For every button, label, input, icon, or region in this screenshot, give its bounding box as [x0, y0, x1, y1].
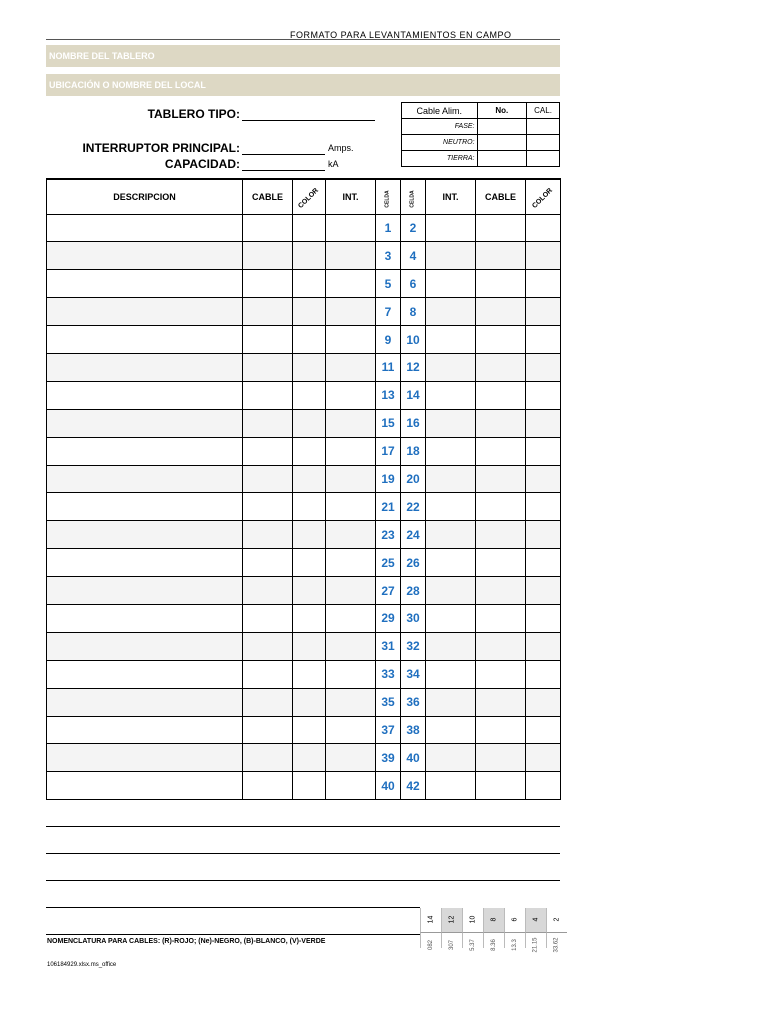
- awg-area-cell: 8.36: [483, 932, 504, 948]
- color-cell[interactable]: [293, 326, 326, 354]
- table-row: [47, 660, 561, 688]
- celda-number-right: 40: [401, 744, 426, 772]
- awg-area-cell: 082: [420, 932, 441, 948]
- int-cell[interactable]: [426, 270, 476, 298]
- cable-cell[interactable]: [243, 326, 293, 354]
- awg-gauge-cell: 14: [420, 908, 441, 932]
- document-title: FORMATO PARA LEVANTAMIENTOS EN CAMPO: [290, 30, 512, 39]
- cable-cell[interactable]: [476, 409, 526, 437]
- celda-header-left: CELDA: [376, 179, 401, 214]
- descripcion-cell[interactable]: [47, 298, 243, 326]
- cable-header-right: CABLE: [476, 179, 526, 214]
- cable-cell[interactable]: [243, 214, 293, 242]
- celda-number-left: 13: [376, 381, 401, 409]
- cable-nomenclature: NOMENCLATURA PARA CABLES: (R)-ROJO; (Ne)-NEGRO, (B)-BLANCO, (V)-VERDE: [47, 938, 326, 945]
- ka-unit: kA: [328, 159, 339, 169]
- descripcion-cell[interactable]: [47, 744, 243, 772]
- descripcion-cell[interactable]: [47, 521, 243, 549]
- cable-cell[interactable]: [476, 298, 526, 326]
- color-cell[interactable]: [526, 604, 561, 632]
- celda-number-left: 19: [376, 465, 401, 493]
- int-cell[interactable]: [326, 493, 376, 521]
- table-row: [47, 353, 561, 381]
- title-rule: [46, 39, 560, 40]
- table-row: [47, 214, 561, 242]
- cable-cell[interactable]: [243, 409, 293, 437]
- color-cell[interactable]: [293, 549, 326, 577]
- descripcion-cell[interactable]: [47, 577, 243, 605]
- celda-number-left: 5: [376, 270, 401, 298]
- int-cell[interactable]: [326, 577, 376, 605]
- awg-gauge-cell: 12: [441, 908, 462, 932]
- color-cell[interactable]: [293, 242, 326, 270]
- notes-line-3[interactable]: [46, 880, 560, 881]
- cable-cell[interactable]: [476, 660, 526, 688]
- celda-number-left: 27: [376, 577, 401, 605]
- cable-cell[interactable]: [476, 521, 526, 549]
- descripcion-cell[interactable]: [47, 270, 243, 298]
- celda-number-left: 31: [376, 632, 401, 660]
- cable-cell[interactable]: [476, 242, 526, 270]
- no-header: No.: [477, 103, 527, 119]
- cable-cell[interactable]: [243, 632, 293, 660]
- cable-cell[interactable]: [243, 688, 293, 716]
- table-row: [47, 409, 561, 437]
- notes-line-1[interactable]: [46, 826, 560, 827]
- int-cell[interactable]: [426, 242, 476, 270]
- table-row: [47, 604, 561, 632]
- int-cell[interactable]: [426, 688, 476, 716]
- descripcion-cell[interactable]: [47, 409, 243, 437]
- cable-cell[interactable]: [476, 493, 526, 521]
- neutro-label: NEUTRO:: [402, 135, 478, 151]
- color-cell[interactable]: [526, 409, 561, 437]
- fase-no-cell[interactable]: [477, 119, 527, 135]
- color-cell[interactable]: [526, 270, 561, 298]
- color-cell[interactable]: [293, 270, 326, 298]
- celda-number-right: 18: [401, 437, 426, 465]
- color-cell[interactable]: [293, 521, 326, 549]
- int-cell[interactable]: [326, 660, 376, 688]
- awg-area-cell: 13.3: [504, 932, 525, 948]
- color-cell[interactable]: [526, 660, 561, 688]
- color-cell[interactable]: [526, 381, 561, 409]
- color-cell[interactable]: [293, 688, 326, 716]
- capacidad-field[interactable]: [242, 170, 325, 171]
- int-header-left: INT.: [326, 179, 376, 214]
- int-cell[interactable]: [426, 744, 476, 772]
- celda-number-right: 30: [401, 604, 426, 632]
- cable-cell[interactable]: [476, 716, 526, 744]
- awg-gauge-cell: 6: [504, 908, 525, 932]
- cable-cell[interactable]: [243, 521, 293, 549]
- color-cell[interactable]: [526, 214, 561, 242]
- color-cell[interactable]: [293, 381, 326, 409]
- int-cell[interactable]: [426, 493, 476, 521]
- cable-cell[interactable]: [476, 632, 526, 660]
- int-cell[interactable]: [326, 549, 376, 577]
- int-cell[interactable]: [326, 409, 376, 437]
- color-cell[interactable]: [526, 353, 561, 381]
- celda-number-left: 40: [376, 772, 401, 800]
- int-cell[interactable]: [426, 465, 476, 493]
- celda-number-right: 36: [401, 688, 426, 716]
- celda-number-left: 21: [376, 493, 401, 521]
- cable-cell[interactable]: [476, 549, 526, 577]
- neutro-cal-cell[interactable]: [527, 135, 560, 151]
- table-row: [47, 716, 561, 744]
- int-cell[interactable]: [326, 772, 376, 800]
- celda-number-right: 28: [401, 577, 426, 605]
- int-cell[interactable]: [326, 437, 376, 465]
- color-cell[interactable]: [293, 577, 326, 605]
- cable-cell[interactable]: [476, 381, 526, 409]
- int-cell[interactable]: [326, 298, 376, 326]
- location-band: UBICACIÓN O NOMBRE DEL LOCAL: [46, 74, 560, 96]
- celda-number-left: 11: [376, 353, 401, 381]
- int-cell[interactable]: [426, 577, 476, 605]
- color-cell[interactable]: [293, 353, 326, 381]
- int-cell[interactable]: [426, 604, 476, 632]
- celda-number-left: 35: [376, 688, 401, 716]
- int-cell[interactable]: [326, 604, 376, 632]
- tablero-tipo-field[interactable]: [242, 120, 375, 121]
- cable-cell[interactable]: [243, 381, 293, 409]
- notes-line-4[interactable]: [46, 907, 420, 908]
- color-cell[interactable]: [293, 716, 326, 744]
- celda-number-right: 8: [401, 298, 426, 326]
- fase-label: FASE:: [402, 119, 478, 135]
- celda-number-left: 29: [376, 604, 401, 632]
- int-cell[interactable]: [326, 270, 376, 298]
- int-cell[interactable]: [326, 353, 376, 381]
- celda-number-right: 16: [401, 409, 426, 437]
- descripcion-cell[interactable]: [47, 549, 243, 577]
- celda-number-right: 32: [401, 632, 426, 660]
- interruptor-label: INTERRUPTOR PRINCIPAL:: [82, 141, 240, 155]
- awg-area-cell: 5.37: [462, 932, 483, 948]
- cable-header-left: CABLE: [243, 179, 293, 214]
- int-cell[interactable]: [426, 716, 476, 744]
- cable-alim-table: [401, 102, 560, 167]
- cable-cell[interactable]: [243, 298, 293, 326]
- table-row: [47, 465, 561, 493]
- cable-cell[interactable]: [243, 437, 293, 465]
- color-cell[interactable]: [526, 688, 561, 716]
- tierra-no-cell[interactable]: [477, 151, 527, 167]
- notes-line-2[interactable]: [46, 853, 560, 854]
- cable-cell[interactable]: [476, 772, 526, 800]
- int-cell[interactable]: [326, 716, 376, 744]
- descripcion-cell[interactable]: [47, 465, 243, 493]
- table-row: [47, 270, 561, 298]
- color-cell[interactable]: [526, 326, 561, 354]
- celda-number-right: 2: [401, 214, 426, 242]
- descripcion-cell[interactable]: [47, 214, 243, 242]
- descripcion-cell[interactable]: [47, 660, 243, 688]
- color-header-right: COLOR: [526, 179, 561, 214]
- color-cell[interactable]: [293, 214, 326, 242]
- int-cell[interactable]: [326, 744, 376, 772]
- awg-gauge-cell: 2: [546, 908, 567, 932]
- descripcion-cell[interactable]: [47, 604, 243, 632]
- table-row: [47, 549, 561, 577]
- int-cell[interactable]: [326, 688, 376, 716]
- color-cell[interactable]: [293, 744, 326, 772]
- cable-cell[interactable]: [476, 326, 526, 354]
- color-cell[interactable]: [526, 632, 561, 660]
- celda-number-right: 42: [401, 772, 426, 800]
- table-row: [47, 298, 561, 326]
- cable-cell[interactable]: [243, 549, 293, 577]
- celda-number-left: 33: [376, 660, 401, 688]
- int-cell[interactable]: [426, 326, 476, 354]
- int-cell[interactable]: [426, 409, 476, 437]
- tierra-cal-cell[interactable]: [527, 151, 560, 167]
- celda-number-right: 4: [401, 242, 426, 270]
- cable-cell[interactable]: [476, 688, 526, 716]
- cable-cell[interactable]: [243, 493, 293, 521]
- int-cell[interactable]: [326, 632, 376, 660]
- color-cell[interactable]: [526, 772, 561, 800]
- awg-area-cell: 307: [441, 932, 462, 948]
- color-cell[interactable]: [526, 465, 561, 493]
- cable-cell[interactable]: [476, 577, 526, 605]
- int-cell[interactable]: [326, 381, 376, 409]
- cable-cell[interactable]: [243, 744, 293, 772]
- table-row: [47, 381, 561, 409]
- celda-number-left: 17: [376, 437, 401, 465]
- color-cell[interactable]: [293, 632, 326, 660]
- table-row: [47, 577, 561, 605]
- int-cell[interactable]: [426, 549, 476, 577]
- celda-number-left: 3: [376, 242, 401, 270]
- celda-number-right: 22: [401, 493, 426, 521]
- int-cell[interactable]: [326, 242, 376, 270]
- celda-number-right: 34: [401, 660, 426, 688]
- awg-area-cell: 21.15: [525, 932, 546, 948]
- color-cell[interactable]: [526, 577, 561, 605]
- color-cell[interactable]: [526, 744, 561, 772]
- amps-unit: Amps.: [328, 143, 354, 153]
- celda-header-right: CELDA: [401, 179, 426, 214]
- interruptor-field[interactable]: [242, 154, 325, 155]
- cable-cell[interactable]: [476, 437, 526, 465]
- int-cell[interactable]: [426, 772, 476, 800]
- int-cell[interactable]: [426, 521, 476, 549]
- descripcion-cell[interactable]: [47, 632, 243, 660]
- cable-alim-header: Cable Alim.: [402, 103, 478, 119]
- int-cell[interactable]: [326, 214, 376, 242]
- int-cell[interactable]: [426, 298, 476, 326]
- color-cell[interactable]: [293, 660, 326, 688]
- cable-cell[interactable]: [243, 660, 293, 688]
- cable-cell[interactable]: [243, 242, 293, 270]
- celda-number-right: 20: [401, 465, 426, 493]
- cable-cell[interactable]: [476, 744, 526, 772]
- descripcion-cell[interactable]: [47, 716, 243, 744]
- awg-area-cell: 33.62: [546, 932, 567, 948]
- cable-cell[interactable]: [243, 465, 293, 493]
- celda-number-left: 39: [376, 744, 401, 772]
- cable-cell[interactable]: [476, 353, 526, 381]
- celda-number-right: 26: [401, 549, 426, 577]
- celda-number-right: 24: [401, 521, 426, 549]
- descripcion-cell[interactable]: [47, 772, 243, 800]
- tierra-label: TIERRA:: [402, 151, 478, 167]
- color-cell[interactable]: [293, 493, 326, 521]
- awg-gauge-cell: 4: [525, 908, 546, 932]
- color-cell[interactable]: [526, 716, 561, 744]
- color-cell[interactable]: [526, 493, 561, 521]
- descripcion-header: DESCRIPCION: [47, 179, 243, 214]
- cable-cell[interactable]: [476, 604, 526, 632]
- cable-cell[interactable]: [243, 604, 293, 632]
- int-header-right: INT.: [426, 179, 476, 214]
- neutro-no-cell[interactable]: [477, 135, 527, 151]
- cable-cell[interactable]: [243, 772, 293, 800]
- int-cell[interactable]: [326, 465, 376, 493]
- color-cell[interactable]: [293, 604, 326, 632]
- int-cell[interactable]: [426, 381, 476, 409]
- celda-number-left: 23: [376, 521, 401, 549]
- cable-cell[interactable]: [476, 270, 526, 298]
- color-cell[interactable]: [526, 242, 561, 270]
- table-row: [47, 326, 561, 354]
- int-cell[interactable]: [426, 437, 476, 465]
- table-row: [47, 772, 561, 800]
- int-cell[interactable]: [426, 660, 476, 688]
- color-cell[interactable]: [293, 437, 326, 465]
- color-cell[interactable]: [526, 521, 561, 549]
- color-cell[interactable]: [293, 298, 326, 326]
- color-header-left: COLOR: [293, 179, 326, 214]
- int-cell[interactable]: [426, 214, 476, 242]
- tablero-name-band: NOMBRE DEL TABLERO: [46, 45, 560, 67]
- tablero-tipo-label: TABLERO TIPO:: [147, 107, 240, 121]
- int-cell[interactable]: [426, 353, 476, 381]
- celda-number-right: 38: [401, 716, 426, 744]
- table-row: [47, 688, 561, 716]
- int-cell[interactable]: [326, 521, 376, 549]
- int-cell[interactable]: [326, 326, 376, 354]
- descripcion-cell[interactable]: [47, 242, 243, 270]
- awg-gauge-cell: 8: [483, 908, 504, 932]
- color-cell[interactable]: [526, 549, 561, 577]
- celda-number-right: 12: [401, 353, 426, 381]
- color-cell[interactable]: [293, 465, 326, 493]
- table-row: [47, 632, 561, 660]
- cable-cell[interactable]: [243, 716, 293, 744]
- descripcion-cell[interactable]: [47, 353, 243, 381]
- celda-number-left: 25: [376, 549, 401, 577]
- cal-header: CAL.: [527, 103, 560, 119]
- table-row: [47, 437, 561, 465]
- notes-line-5: [46, 934, 420, 935]
- celda-number-right: 10: [401, 326, 426, 354]
- color-cell[interactable]: [526, 437, 561, 465]
- table-row: [47, 493, 561, 521]
- celda-number-left: 9: [376, 326, 401, 354]
- celda-number-left: 15: [376, 409, 401, 437]
- celda-number-right: 14: [401, 381, 426, 409]
- descripcion-cell[interactable]: [47, 326, 243, 354]
- fase-cal-cell[interactable]: [527, 119, 560, 135]
- table-row: [47, 521, 561, 549]
- celda-number-right: 6: [401, 270, 426, 298]
- celda-number-left: 7: [376, 298, 401, 326]
- color-cell[interactable]: [293, 409, 326, 437]
- celda-number-left: 37: [376, 716, 401, 744]
- int-cell[interactable]: [426, 632, 476, 660]
- table-row: [47, 242, 561, 270]
- cable-cell[interactable]: [476, 214, 526, 242]
- cable-cell[interactable]: [243, 353, 293, 381]
- cable-cell[interactable]: [243, 270, 293, 298]
- file-footer: 106184929.xlsx.ms_office: [47, 962, 117, 968]
- circuit-table: [46, 178, 561, 800]
- descripcion-cell[interactable]: [47, 493, 243, 521]
- color-cell[interactable]: [526, 298, 561, 326]
- descripcion-cell[interactable]: [47, 437, 243, 465]
- color-cell[interactable]: [293, 772, 326, 800]
- cable-cell[interactable]: [243, 577, 293, 605]
- descripcion-cell[interactable]: [47, 688, 243, 716]
- celda-number-left: 1: [376, 214, 401, 242]
- table-row: [47, 744, 561, 772]
- awg-gauge-cell: 10: [462, 908, 483, 932]
- descripcion-cell[interactable]: [47, 381, 243, 409]
- capacidad-label: CAPACIDAD:: [164, 157, 240, 171]
- cable-cell[interactable]: [476, 465, 526, 493]
